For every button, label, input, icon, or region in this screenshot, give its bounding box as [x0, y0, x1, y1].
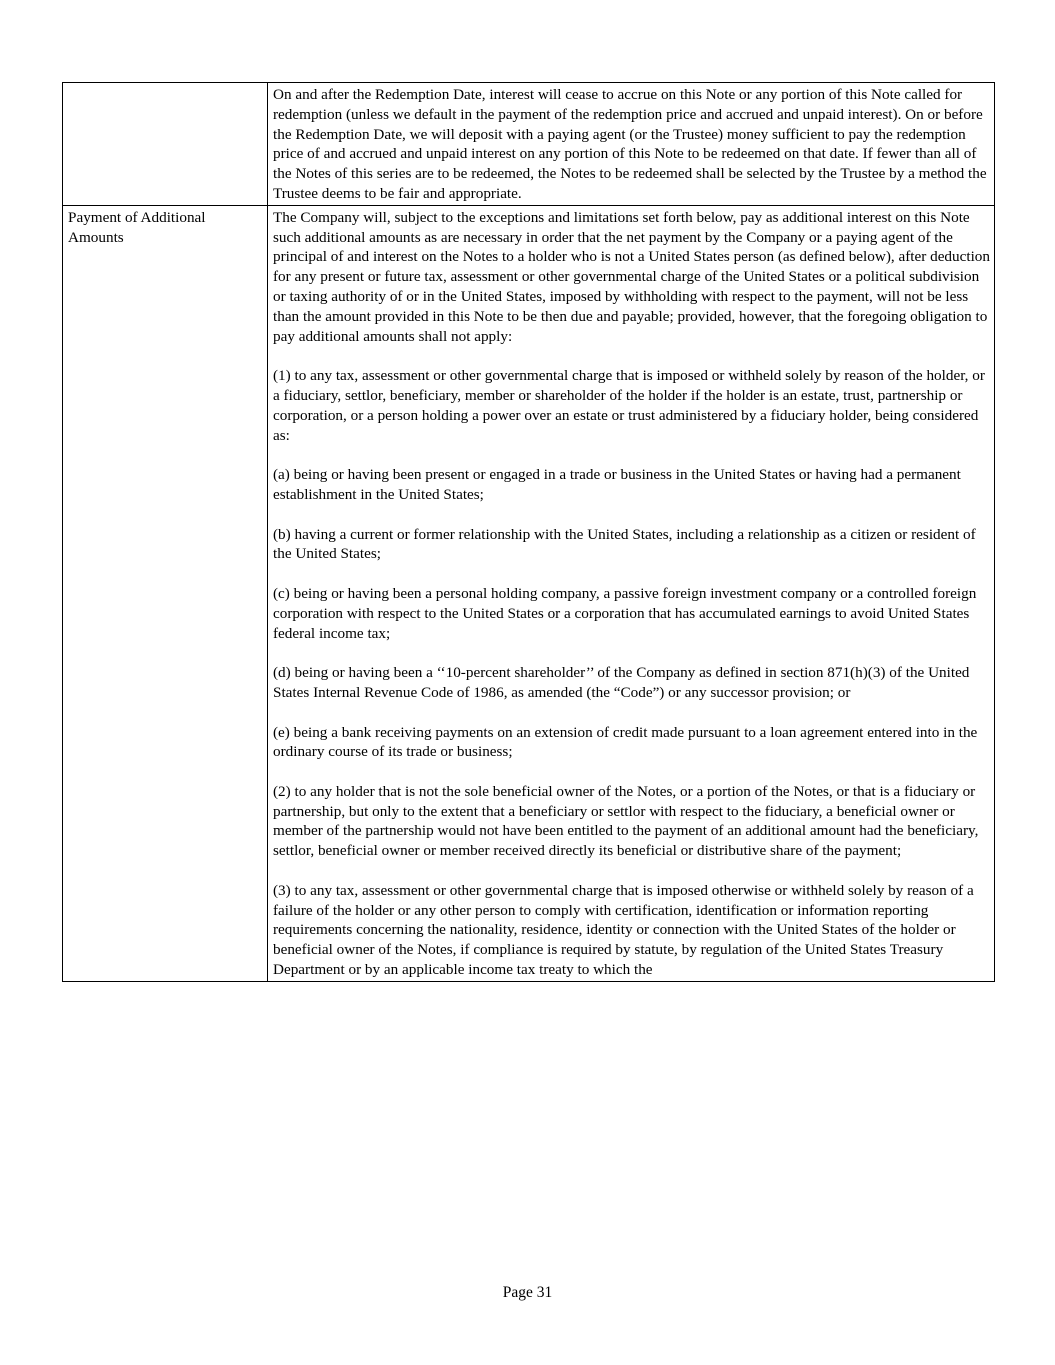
clause-c: (c) being or having been a personal holding company, a passive foreign investment company or a controlled foreign corporation with respect to the United States or a corporation that has accumulated earnings to avoid United States federal income tax;	[273, 584, 977, 642]
clause-1: (1) to any tax, assessment or other governmental charge that is imposed or withheld solely by reason of the holder, or a fiduciary, settlor, beneficiary, member or shareholder of the holder if the holder is an estate, trust, partnership or corporation, or a person holding a power over an estate or trust administered by a fiduciary holder, being considered as:	[273, 367, 985, 444]
clause-e: (e) being a bank receiving payments on an extension of credit made pursuant to a loan agreement entered into in the ordinary course of its trade or business;	[273, 723, 978, 761]
clause-b: (b) having a current or former relationship with the United States, including a relationship as a citizen or resident of the United States;	[273, 525, 976, 563]
row-label-cell: Payment of Additional Amounts	[63, 205, 268, 981]
clause-a: (a) being or having been present or engaged in a trade or business in the United States or having had a permanent establishment in the United States;	[273, 466, 961, 503]
row-body-cell	[268, 205, 995, 981]
terms-table	[62, 82, 995, 982]
clause-d: (d) being or having been a ‘‘10-percent shareholder’’ of the Company as defined in section 871(h)(3) of the United States Internal Revenue Code of 1986, as amended (the “Code”) or any successor provision; or	[273, 664, 970, 701]
row-label-cell	[63, 83, 268, 206]
additional-amounts-intro: The Company will, subject to the exceptions and limitations set forth below, pay as additional interest on this Note such additional amounts as are necessary in order that the net payment by the Company or a paying agent of the principal of and interest on the Notes to a holder who is not a United States person (as defined below), after deduction for any present or future tax, assessment or other governmental charge of the United States or a political subdivision or taxing authority of or in the United States, imposed by withholding with respect to the payment, will not be less than the amount provided in this Note to be then due and payable; provided, however, that the foregoing obligation to pay additional amounts shall not apply:	[273, 208, 990, 345]
clause-2: (2) to any holder that is not the sole beneficial owner of the Notes, or a portion of the Notes, or that is a fiduciary or partnership, but only to the extent that a beneficiary or settlor with respect to the fiduciary, a beneficial owner or member of the partnership would not have been entitled to the payment of an additional amount had the beneficiary, settlor, beneficial owner or member received directly its beneficial or distributive share of the payment;	[273, 782, 979, 860]
row-body-cell	[268, 83, 995, 206]
table-row-redemption	[63, 83, 995, 206]
redemption-paragraph: On and after the Redemption Date, interest will cease to accrue on this Note or any portion of this Note called for redemption (unless we default in the payment of the redemption price and accrued and unpaid interest). On or before the Redemption Date, we will deposit with a paying agent (or the Trustee) money sufficient to pay the redemption price of and accrued and unpaid interest on any portion of this Note to be redeemed on that date. If fewer than all of the Notes of this series are to be redeemed, the Notes to be redeemed shall be selected by the Trustee by a method the Trustee deems to be fair and appropriate.	[273, 86, 987, 202]
clause-3: (3) to any tax, assessment or other governmental charge that is imposed otherwise or withheld solely by reason of a failure of the holder or any other person to comply with certification, identification or information reporting requirements concerning the nationality, residence, identity or connection with the United States of the holder or beneficial owner of the Notes, if compliance is required by statute, by regulation of the United States Treasury Department or by an applicable income tax treaty to which the	[273, 881, 974, 979]
table-row-additional-amounts	[63, 205, 995, 981]
page-number: Page 31	[502, 1284, 553, 1301]
